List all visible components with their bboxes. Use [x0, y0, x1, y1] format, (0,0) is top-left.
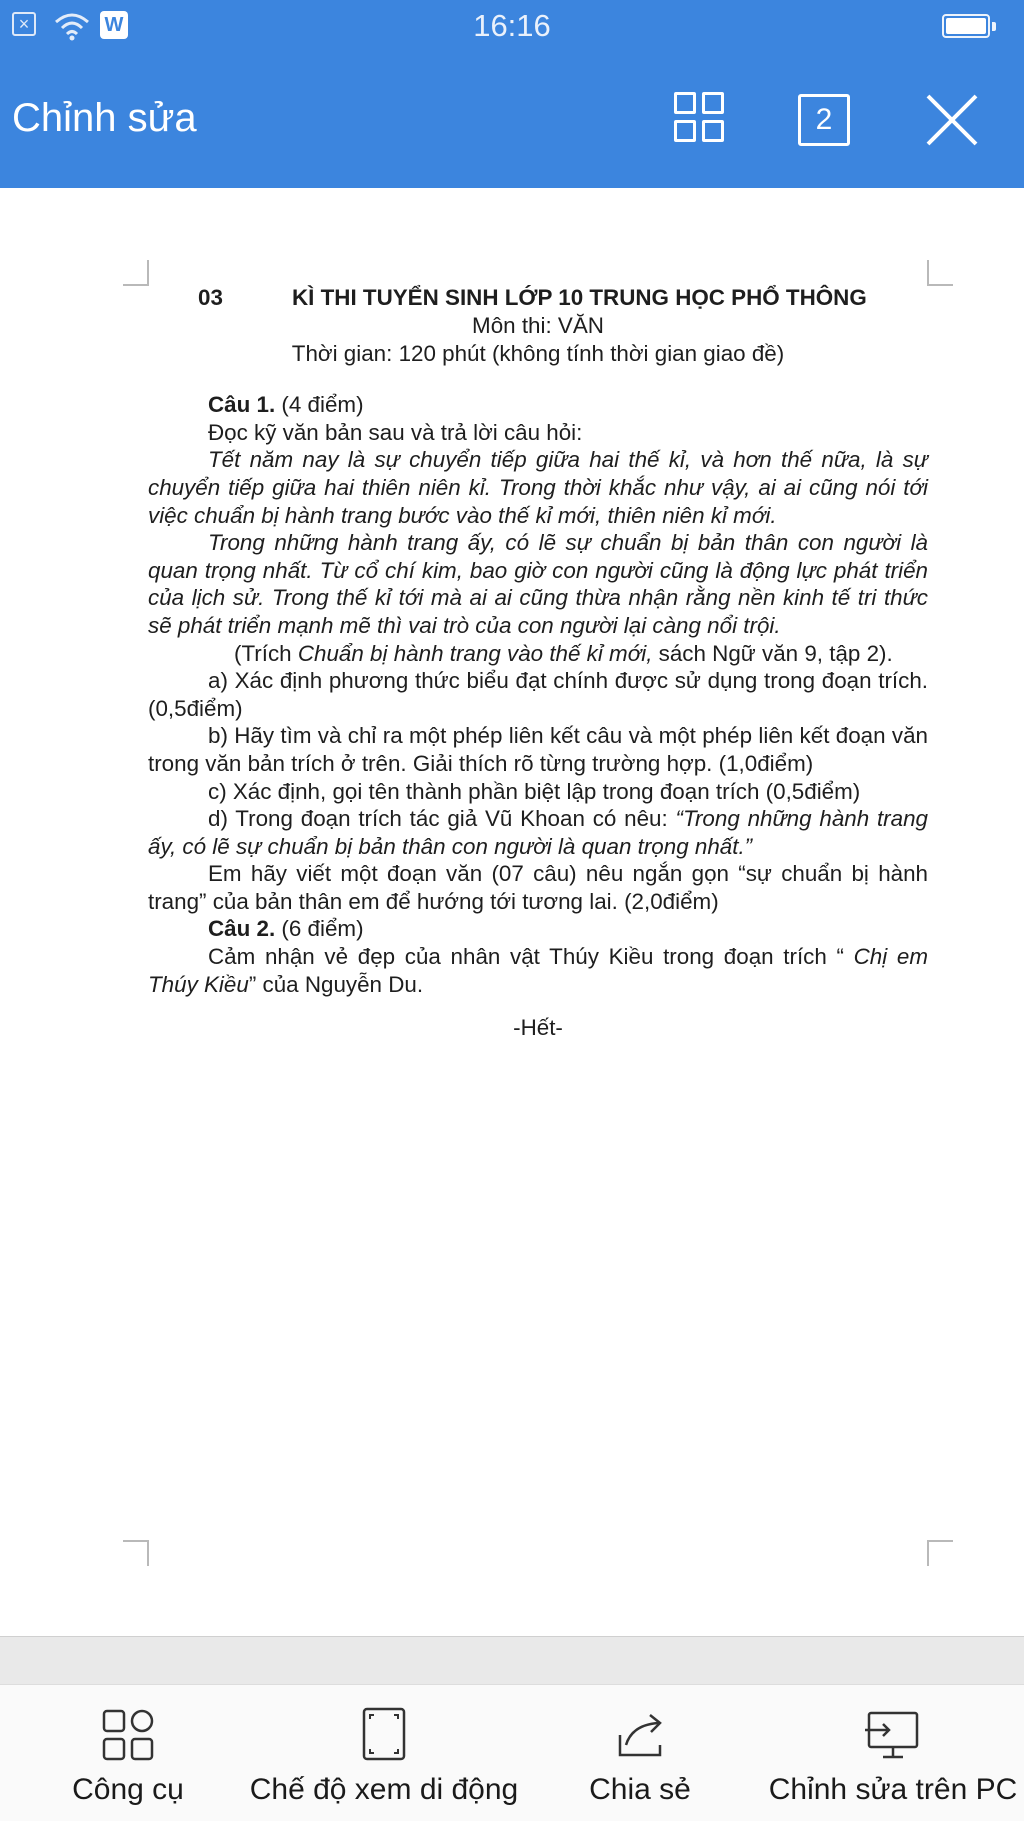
- question-c: c) Xác định, gọi tên thành phần biệt lập trong đoạn trích (0,5điểm): [208, 778, 861, 804]
- exam-heading: [148, 284, 928, 312]
- question-1-instruction: Đọc kỹ văn bản sau và trả lời câu hỏi:: [208, 419, 583, 445]
- passage-paragraph: Trong những hành trang ấy, có lẽ sự chuẩn bị bản thân con người là quan trọng nhất. Từ cổ chí kim, bao giờ con người cũng là động lực phát triển của lịch sử. Trong thế kỉ tới mà ai ai cũng thừa nhận rằng nền kinh tế tri thức sẽ phát triển mạnh mẽ thì vai trò của con người lại càng nổi trội.: [148, 530, 928, 638]
- essay-task: Em hãy viết một đoạn văn (07 câu) nêu ngắn gọn “sự chuẩn bị hành trang” của bản thân em để hướng tới tương lai. (2,0điểm): [148, 861, 928, 914]
- question-a: a) Xác định phương thức biểu đạt chính được sử dụng trong đoạn trích. (0,5điểm): [148, 668, 928, 721]
- source-prefix: (Trích: [234, 640, 298, 666]
- tools-label: Công cụ: [72, 1773, 184, 1806]
- wps-app-icon: W: [100, 11, 128, 39]
- toolbar-separator: [0, 1636, 1024, 1685]
- document-text: [148, 284, 928, 1042]
- close-icon[interactable]: [920, 88, 984, 152]
- edit-on-pc-icon: [863, 1705, 923, 1765]
- app-bar: [0, 52, 1024, 188]
- status-time: 16:16: [473, 8, 551, 43]
- tools-icon: [98, 1705, 158, 1765]
- battery-icon: [942, 14, 990, 38]
- share-button[interactable]: [568, 1685, 712, 1821]
- page-corner-mark: [123, 1540, 149, 1566]
- question-1-points: (4 điểm): [275, 392, 364, 418]
- grid-icon[interactable]: [670, 88, 734, 152]
- bottom-toolbar: [0, 1684, 1024, 1821]
- source-title: Chuẩn bị hành trang vào thế kỉ mới,: [297, 640, 653, 666]
- tabs-count-button[interactable]: [796, 88, 860, 152]
- question-2-text: [148, 943, 928, 998]
- question-2-prefix: Cảm nhận vẻ đẹp của nhân vật Thúy Kiều trong đoạn trích “: [208, 944, 854, 970]
- passage-source: [148, 640, 928, 668]
- mobile-view-icon: [354, 1705, 414, 1765]
- exam-title: KÌ THI TUYỂN SINH LỚP 10 TRUNG HỌC PHỔ THÔNG: [292, 285, 867, 310]
- mobile-view-button[interactable]: [244, 1685, 524, 1821]
- question-1-heading: [148, 391, 928, 419]
- tools-button[interactable]: [40, 1685, 216, 1821]
- document-end: -Hết-: [513, 1015, 563, 1041]
- edit-on-pc-button[interactable]: [766, 1685, 1020, 1821]
- question-d-text: d) Trong đoạn trích tác giả Vũ Khoan có nêu:: [208, 806, 676, 832]
- question-2-label: Câu 2.: [208, 916, 276, 942]
- share-icon: [610, 1705, 670, 1765]
- share-label: Chia sẻ: [589, 1773, 691, 1806]
- source-suffix: sách Ngữ văn 9, tập 2).: [652, 640, 893, 666]
- exam-subject: Môn thi: VĂN: [472, 313, 604, 338]
- document-page: [0, 188, 1024, 1636]
- page-corner-mark: [123, 260, 149, 286]
- question-d-quote: “Trong những hành trang ấy, có lẽ sự chuẩn bị bản thân con người là quan trọng nhất.”: [148, 806, 928, 859]
- question-1-label: Câu 1.: [208, 392, 276, 418]
- edit-on-pc-label: Chỉnh sửa trên PC: [768, 1773, 1018, 1806]
- page-corner-mark: [927, 260, 953, 286]
- page-title: Chỉnh sửa: [12, 96, 197, 140]
- question-2-points: (6 điểm): [275, 916, 364, 942]
- question-2-heading: [148, 915, 928, 943]
- sim-card-icon: ×: [12, 12, 36, 36]
- exam-number: 03: [198, 285, 223, 310]
- status-bar: [0, 0, 1024, 52]
- question-2-suffix: ” của Nguyễn Du.: [248, 971, 424, 997]
- question-2-title: Chị em Thúy Kiều: [148, 944, 928, 997]
- passage-paragraph: Tết năm nay là sự chuyển tiếp giữa hai thế kỉ, và hơn thế nữa, là sự chuyển tiếp giữa hai thiên niên kỉ. Trong thời khắc như vậy, ai ai cũng nói tới việc chuẩn bị hành trang bước vào thế kỉ mới, thiên niên kỉ mới.: [148, 447, 928, 528]
- tabs-count: 2: [798, 94, 850, 146]
- question-d: [148, 805, 928, 860]
- page-corner-mark: [927, 1540, 953, 1566]
- mobile-view-label: Chế độ xem di động: [249, 1773, 519, 1806]
- question-b: b) Hãy tìm và chỉ ra một phép liên kết câu và một phép liên kết đoạn văn trong văn bản trích ở trên. Giải thích rõ từng trường hợp. (1,0điểm): [148, 723, 928, 776]
- exam-time: Thời gian: 120 phút (không tính thời gian giao đề): [291, 340, 785, 366]
